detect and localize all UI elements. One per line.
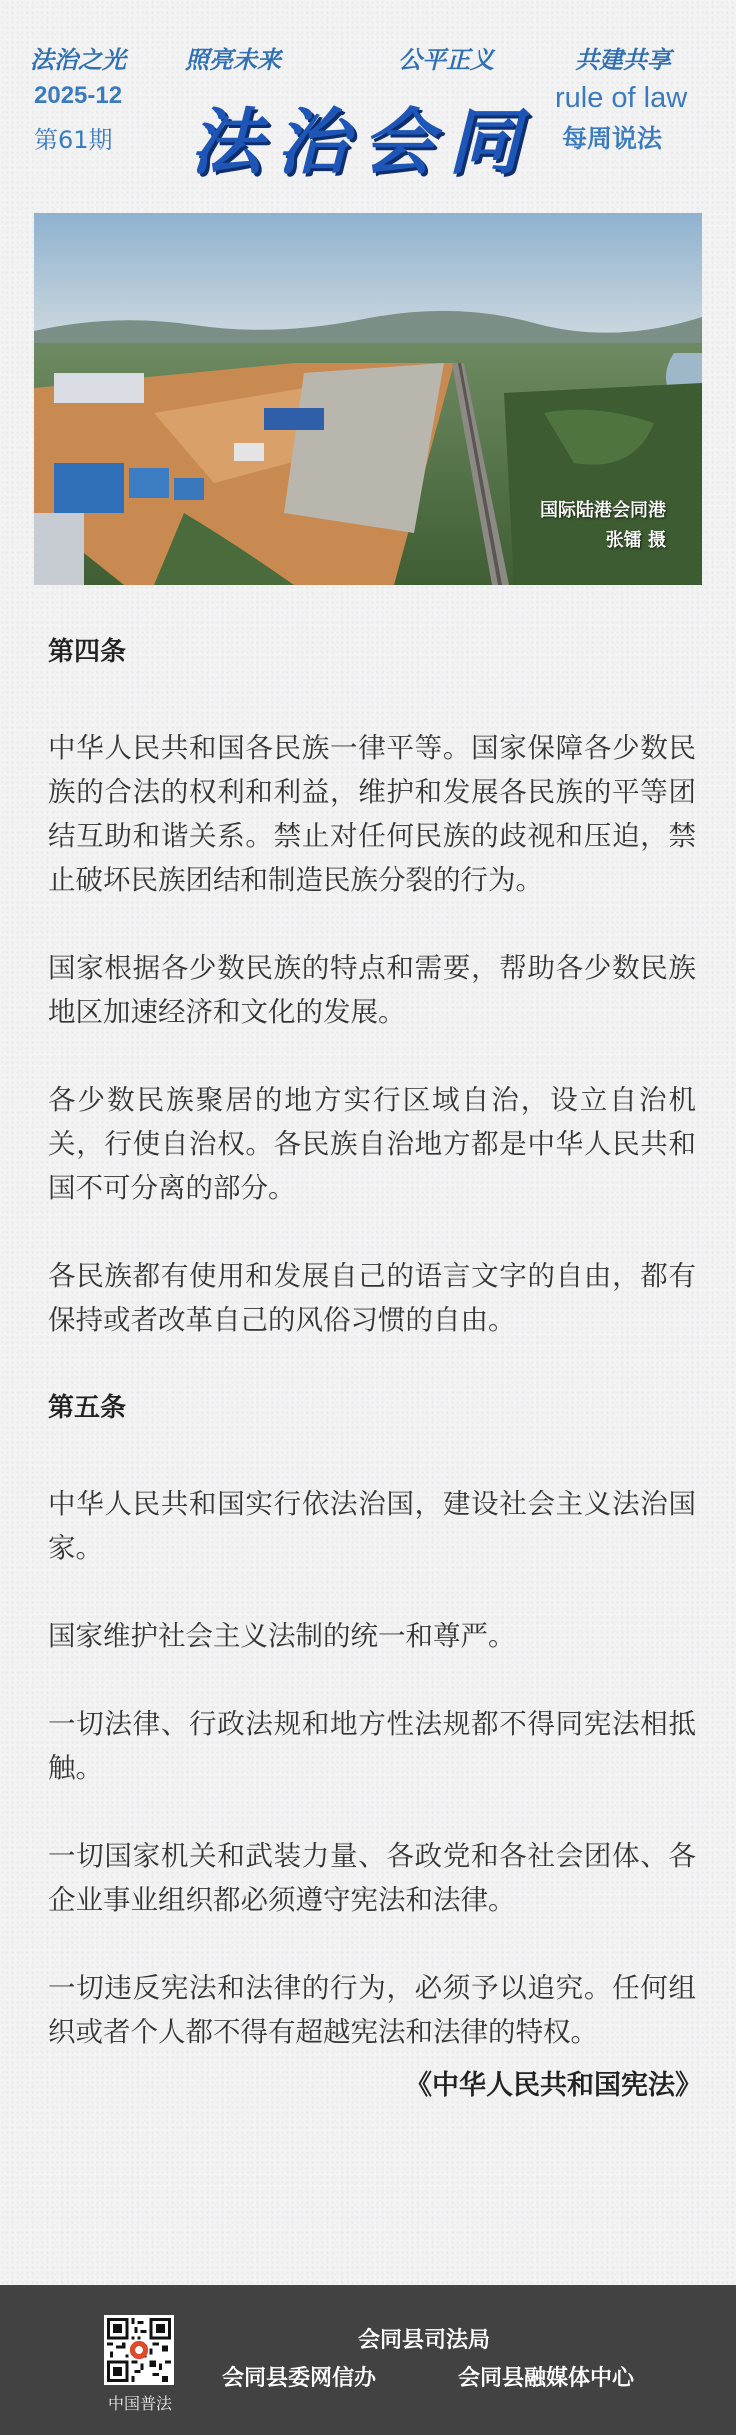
article-body (48, 630, 702, 2108)
paragraph: 中华人民共和国实行依法治国，建设社会主义法治国家。 (48, 1488, 696, 1564)
qr-code-label: 中国普法 (107, 2394, 172, 2413)
masthead-logo: 法治会同 (190, 99, 535, 184)
section-heading: 第四条 (48, 637, 127, 667)
organizer-cyberspace-office: 会同县委网信办 (222, 2366, 377, 2391)
paragraph: 一切国家机关和武装力量、各政党和各社会团体、各企业事业组织都必须遵守宪法和法律。 (48, 1840, 696, 1916)
organizer-media-center: 会同县融媒体中心 (458, 2366, 635, 2391)
paragraph: 一切违反宪法和法律的行为，必须予以追究。任何组织或者个人都不得有超越宪法和法律的特权。 (48, 1972, 696, 2048)
paragraph: 一切法律、行政法规和地方性法规都不得同宪法相抵触。 (48, 1708, 696, 1784)
slogan-4: 共建共享 (575, 46, 671, 74)
section-article-5 (48, 1386, 696, 2054)
slogan-2: 照亮未来 (185, 46, 281, 74)
paragraph: 国家根据各少数民族的特点和需要，帮助各少数民族地区加速经济和文化的发展。 (48, 952, 696, 1028)
source-citation: 《中华人民共和国宪法》 (405, 2070, 702, 2101)
english-tagline: rule of law (555, 82, 688, 114)
paragraph: 中华人民共和国各民族一律平等。国家保障各少数民族的合法的权利和利益，维护和发展各民族的平等团结互助和谐关系。禁止对任何民族的歧视和压迫，禁止破坏民族团结和制造民族分裂的行为。 (48, 732, 696, 896)
slogan-3: 公平正义 (398, 46, 494, 74)
photo-caption-credit: 张镭 摄 (605, 530, 666, 551)
issue-date: 2025-12 (34, 82, 123, 109)
slogan-1: 法治之光 (30, 46, 126, 74)
photo-caption (540, 496, 666, 556)
organizer-justice-bureau: 会同县司法局 (358, 2328, 491, 2353)
qr-code[interactable] (104, 2315, 174, 2385)
section-article-4 (48, 630, 696, 1342)
footer (0, 2285, 736, 2435)
section-heading: 第五条 (48, 1393, 127, 1423)
port-aerial-photo (34, 213, 702, 585)
weekly-tagline: 每周说法 (562, 124, 663, 153)
issue-number: 第61期 (34, 126, 113, 154)
qr-code-icon (107, 2318, 171, 2382)
photo-caption-title: 国际陆港会同港 (540, 500, 666, 521)
paragraph: 国家维护社会主义法制的统一和尊严。 (48, 1620, 516, 1652)
paragraph: 各少数民族聚居的地方实行区域自治，设立自治机关，行使自治权。各民族自治地方都是中华人民共和国不可分离的部分。 (48, 1084, 696, 1204)
paragraph: 各民族都有使用和发展自己的语言文字的自由，都有保持或者改革自己的风俗习惯的自由。 (48, 1260, 696, 1336)
